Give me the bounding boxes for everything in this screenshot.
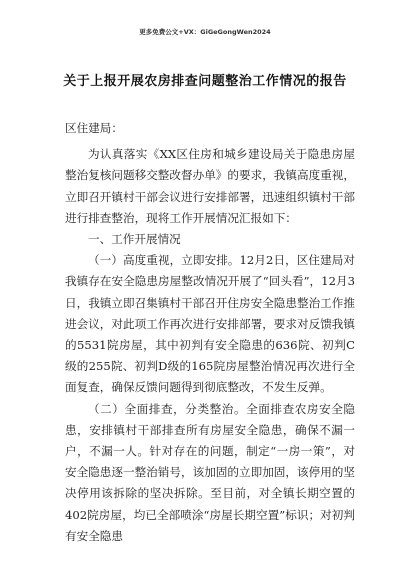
document-title: 关于上报开展农房排查问题整治工作情况的报告 xyxy=(63,74,347,89)
paragraph-item-1: （一）高度重视，立即安排。12月2日，区住建局对我镇存在安全隐患房屋整改情况开展了“回头看”，12月3日，我镇立即召集镇村干部召开住房安全隐患整治工作推进会议，对此项工作再次进行安排部署，要求对反馈我镇的5531院房屋，其中初判有安全隐患的636院、初判C级的255院、初判D级的165院房屋整治情况再次进行全面复查，确保反馈问题得到彻底整改，不发生反弹。 xyxy=(65,253,355,395)
page-header-note: 更多免费公文+VX：GiGeGongWen2024 xyxy=(139,28,271,36)
salutation: 区住建局： xyxy=(65,121,123,135)
paragraph-item-2: （二）全面排查，分类整治。全面排查农房安全隐患，安排镇村干部排查所有房屋安全隐患，确保不漏一户，不漏一人。针对存在的问题，制定“一房一策”，对安全隐患逐一整治销号，该加固的立即加固，该停用的坚决停用该拆除的坚决拆除。至目前，对全镇长期空置的402院房屋，均已全部喷涂“房屋长期空置”标识；对初判有安全隐患 xyxy=(65,401,355,543)
document-body xyxy=(65,118,355,547)
section-heading-1: 一、工作开展情况 xyxy=(88,232,181,247)
paragraph-intro: 为认真落实《XX区住房和城乡建设局关于隐患房屋整治复核问题移交整改督办单》的要求，我镇高度重视，立即召开镇村干部会议进行安排部署，迅速组织镇村干部进行排查整治，现将工作开展情况汇报如下： xyxy=(65,147,355,225)
